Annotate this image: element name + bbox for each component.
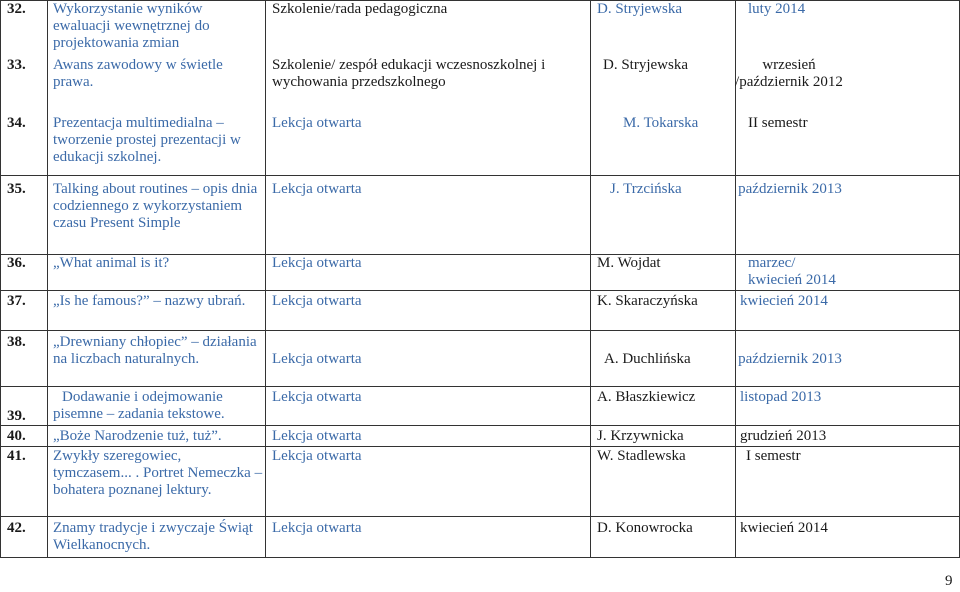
row-number: 39. xyxy=(7,408,26,424)
event-date: wrzesień /październik 2012 xyxy=(735,57,843,90)
event-title: Znamy tradycje i zwyczaje Świąt Wielkanocnych. xyxy=(53,520,253,553)
event-person: D. Konowrocka xyxy=(597,520,693,536)
event-person: A. Błaszkiewicz xyxy=(597,389,696,405)
event-title: Dodawanie i odejmowanie pisemne – zadania tekstowe. xyxy=(53,389,225,422)
event-person: J. Krzywnicka xyxy=(597,428,684,444)
event-date: I semestr xyxy=(746,448,801,464)
row-number: 37. xyxy=(7,293,26,309)
event-title: Prezentacja multimedialna – tworzenie prostej prezentacji w edukacji szkolnej. xyxy=(53,115,241,165)
row-number: 38. xyxy=(7,334,26,350)
event-date: grudzień 2013 xyxy=(740,428,827,444)
event-date: II semestr xyxy=(748,115,808,131)
row-number: 40. xyxy=(7,428,26,444)
event-date: październik 2013 xyxy=(738,181,842,197)
page-number: 9 xyxy=(945,573,953,589)
event-type: Szkolenie/ zespół edukacji wczesnoszkolnej i wychowania przedszkolnego xyxy=(272,57,546,90)
event-title: Talking about routines – opis dnia codziennego z wykorzystaniem czasu Present Simple xyxy=(53,181,258,231)
row-number: 36. xyxy=(7,255,26,271)
event-person: K. Skaraczyńska xyxy=(597,293,698,309)
event-title: „Is he famous?” – nazwy ubrań. xyxy=(53,293,246,309)
event-type: Lekcja otwarta xyxy=(272,351,362,367)
event-title: „Boże Narodzenie tuż, tuż”. xyxy=(53,428,222,444)
event-title: „What animal is it? xyxy=(53,255,170,271)
event-type: Lekcja otwarta xyxy=(272,520,362,536)
event-type: Lekcja otwarta xyxy=(272,448,362,464)
event-person: J. Trzcińska xyxy=(610,181,682,197)
event-type: Lekcja otwarta xyxy=(272,293,362,309)
event-person: D. Stryjewska xyxy=(597,1,682,17)
event-person: W. Stadlewska xyxy=(597,448,686,464)
event-type: Lekcja otwarta xyxy=(272,255,362,271)
event-title: Awans zawodowy w świetle prawa. xyxy=(53,57,223,90)
event-type: Lekcja otwarta xyxy=(272,389,362,405)
event-type: Lekcja otwarta xyxy=(272,428,362,444)
event-title: Wykorzystanie wyników ewaluacji wewnętrznej do projektowania zmian xyxy=(53,1,210,51)
event-date: kwiecień 2014 xyxy=(740,520,828,536)
row-number: 34. xyxy=(7,115,26,131)
row-number: 32. xyxy=(7,1,26,17)
event-type: Lekcja otwarta xyxy=(272,115,362,131)
row-number: 35. xyxy=(7,181,26,197)
event-date: listopad 2013 xyxy=(740,389,822,405)
event-title: Zwykły szeregowiec, tymczasem... . Portret Nemeczka – bohatera poznanej lektury. xyxy=(53,448,263,498)
event-person: A. Duchlińska xyxy=(604,351,691,367)
event-date: marzec/ kwiecień 2014 xyxy=(748,255,836,288)
event-person: M. Wojdat xyxy=(597,255,661,271)
event-type: Lekcja otwarta xyxy=(272,181,362,197)
event-type: Szkolenie/rada pedagogiczna xyxy=(272,1,448,17)
event-date: kwiecień 2014 xyxy=(740,293,828,309)
event-person: D. Stryjewska xyxy=(603,57,688,73)
event-title: „Drewniany chłopiec” – działania na liczbach naturalnych. xyxy=(53,334,257,367)
row-number: 41. xyxy=(7,448,26,464)
event-date: październik 2013 xyxy=(738,351,842,367)
row-number: 42. xyxy=(7,520,26,536)
row-number: 33. xyxy=(7,57,26,73)
event-person: M. Tokarska xyxy=(623,115,699,131)
event-date: luty 2014 xyxy=(748,1,806,17)
